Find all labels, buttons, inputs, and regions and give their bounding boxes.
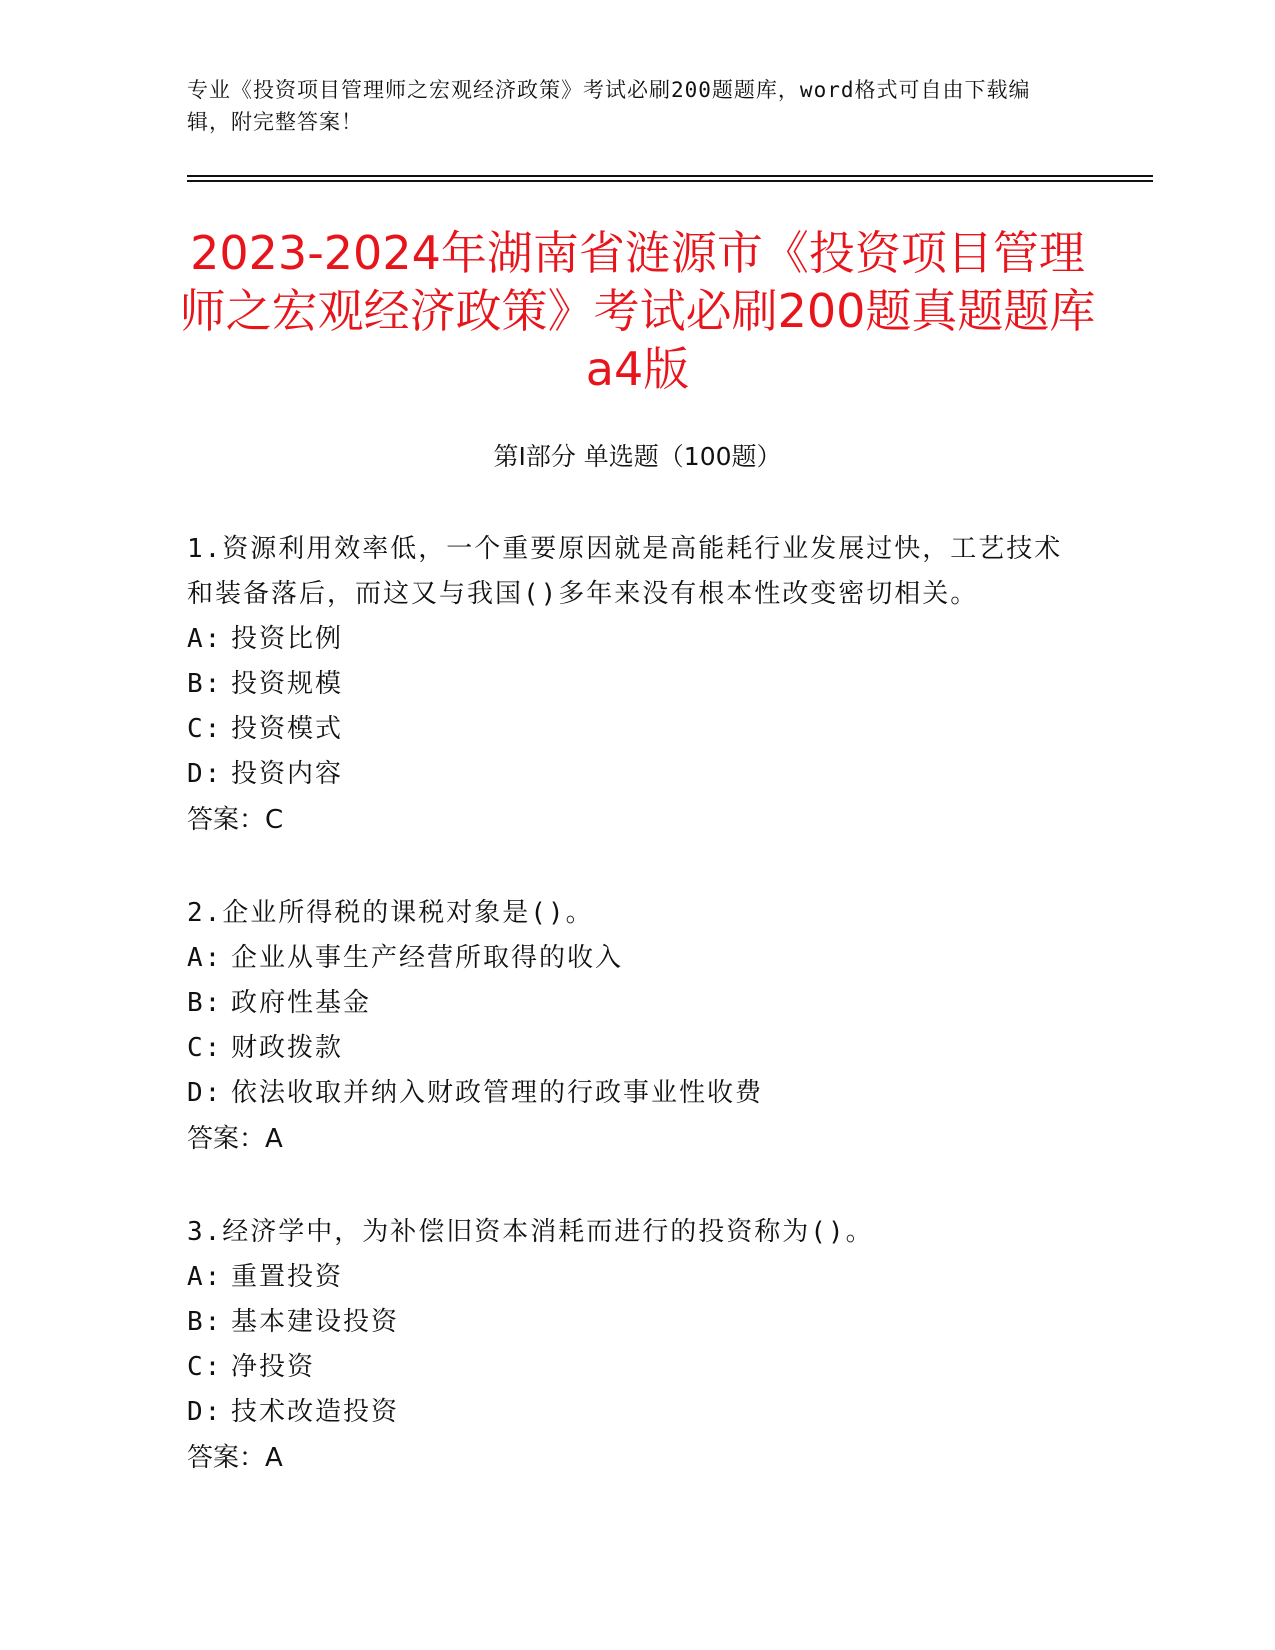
option-letter: D:: [187, 759, 223, 789]
document-title: 2023-2024年湖南省涟源市《投资项目管理师之宏观经济政策》考试必刷200题真题题库a4版: [179, 226, 1096, 396]
option-text: 依法收取并纳入财政管理的行政事业性收费: [231, 1078, 764, 1108]
header-divider-top: [187, 175, 1153, 177]
option-a: [187, 617, 1067, 662]
option-text: 投资内容: [231, 759, 344, 789]
option-b: [187, 981, 1067, 1026]
option-letter: B:: [187, 988, 223, 1018]
option-c: [187, 1345, 1067, 1390]
header-note: 专业《投资项目管理师之宏观经济政策》考试必刷200题题库，word格式可自由下载编辑，附完整答案！: [187, 78, 1031, 134]
option-letter: C:: [187, 1352, 223, 1382]
option-text: 重置投资: [231, 1262, 344, 1292]
option-b: [187, 662, 1067, 707]
option-text: 投资比例: [231, 624, 344, 654]
option-d: [187, 752, 1067, 797]
question-list: [187, 527, 1067, 1529]
option-letter: D:: [187, 1078, 223, 1108]
option-text: 财政拨款: [231, 1033, 344, 1063]
option-letter: A:: [187, 943, 223, 973]
answer-line: 答案：A: [187, 1124, 283, 1154]
question-stem: 3.经济学中，为补偿旧资本消耗而进行的投资称为()。: [187, 1217, 874, 1247]
question-2: [187, 891, 1067, 1162]
option-c: [187, 707, 1067, 752]
option-letter: B:: [187, 669, 223, 699]
option-letter: D:: [187, 1397, 223, 1427]
option-text: 投资规模: [231, 669, 344, 699]
option-d: [187, 1071, 1067, 1116]
option-text: 基本建设投资: [231, 1307, 400, 1337]
option-a: [187, 936, 1067, 981]
answer-line: 答案：C: [187, 805, 284, 835]
option-b: [187, 1300, 1067, 1345]
option-letter: C:: [187, 1033, 223, 1063]
question-3: [187, 1210, 1067, 1481]
section-title: 第Ⅰ部分 单选题（100题）: [493, 442, 782, 471]
option-text: 企业从事生产经营所取得的收入: [231, 943, 624, 973]
option-text: 投资模式: [231, 714, 344, 744]
header-divider-bottom: [187, 180, 1153, 182]
question-1: [187, 527, 1067, 843]
option-text: 净投资: [231, 1352, 316, 1382]
option-a: [187, 1255, 1067, 1300]
option-letter: C:: [187, 714, 223, 744]
option-letter: A:: [187, 624, 223, 654]
option-text: 政府性基金: [231, 988, 372, 1018]
option-text: 技术改造投资: [231, 1397, 400, 1427]
option-letter: A:: [187, 1262, 223, 1292]
question-stem: 1.资源利用效率低，一个重要原因就是高能耗行业发展过快，工艺技术和装备落后，而这又与我国()多年来没有根本性改变密切相关。: [187, 534, 1063, 609]
question-stem: 2.企业所得税的课税对象是()。: [187, 898, 594, 928]
option-letter: B:: [187, 1307, 223, 1337]
option-c: [187, 1026, 1067, 1071]
answer-line: 答案：A: [187, 1443, 283, 1473]
option-d: [187, 1390, 1067, 1435]
